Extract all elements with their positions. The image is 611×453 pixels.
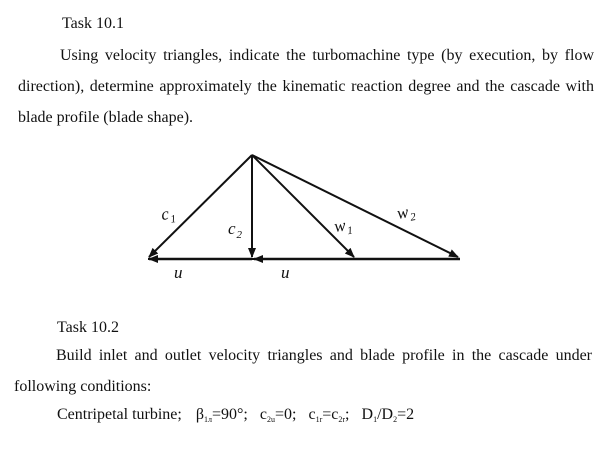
d1-subscript: 1 — [373, 415, 378, 424]
c1r-symbol: c — [308, 406, 316, 423]
d1-symbol: D — [361, 406, 374, 423]
c2r-subscript: 2r — [338, 415, 346, 424]
task-10-2-title: Task 10.2 — [57, 319, 119, 336]
w1-label: $w_1$ — [332, 215, 354, 238]
c2r-symbol: c — [331, 406, 339, 423]
separator: ; — [345, 406, 350, 423]
w2-label: $w_2$ — [395, 202, 417, 224]
c1r-subscript: 1r — [315, 415, 323, 424]
beta-value: =90°; — [212, 406, 248, 423]
c1-label: $c_1$ — [159, 204, 177, 226]
w2-vector — [252, 155, 458, 257]
ratio-value: =2 — [397, 406, 415, 423]
c2u-value: =0; — [274, 406, 297, 423]
task-10-1-title: Task 10.1 — [62, 15, 124, 32]
slash: / — [377, 406, 382, 423]
task-10-2-text: Build inlet and outlet velocity triangles and blade profile in the cascade under following conditions: — [14, 347, 592, 395]
u-left-label: u — [174, 263, 183, 282]
u-right-label: u — [281, 263, 290, 282]
formula-prefix: Centripetal turbine; — [57, 406, 182, 423]
w1-vector — [252, 155, 354, 257]
d2-symbol: D — [381, 406, 394, 423]
beta-symbol: β — [195, 406, 204, 423]
task-10-1-text: Using velocity triangles, indicate the turbomachine type (by execution, by flow direction), determine approximately the kinematic reaction degree and the cascade with blade profile (blade shape). — [18, 47, 594, 126]
d2-subscript: 2 — [393, 415, 398, 424]
c2u-subscript: 2u — [266, 415, 275, 424]
c2u-symbol: c — [259, 406, 267, 423]
beta-subscript: 1л — [204, 415, 212, 424]
equals-sign: = — [322, 406, 332, 423]
c2-label: $c_2$ — [228, 219, 243, 241]
task-10-2-formula — [57, 404, 414, 431]
